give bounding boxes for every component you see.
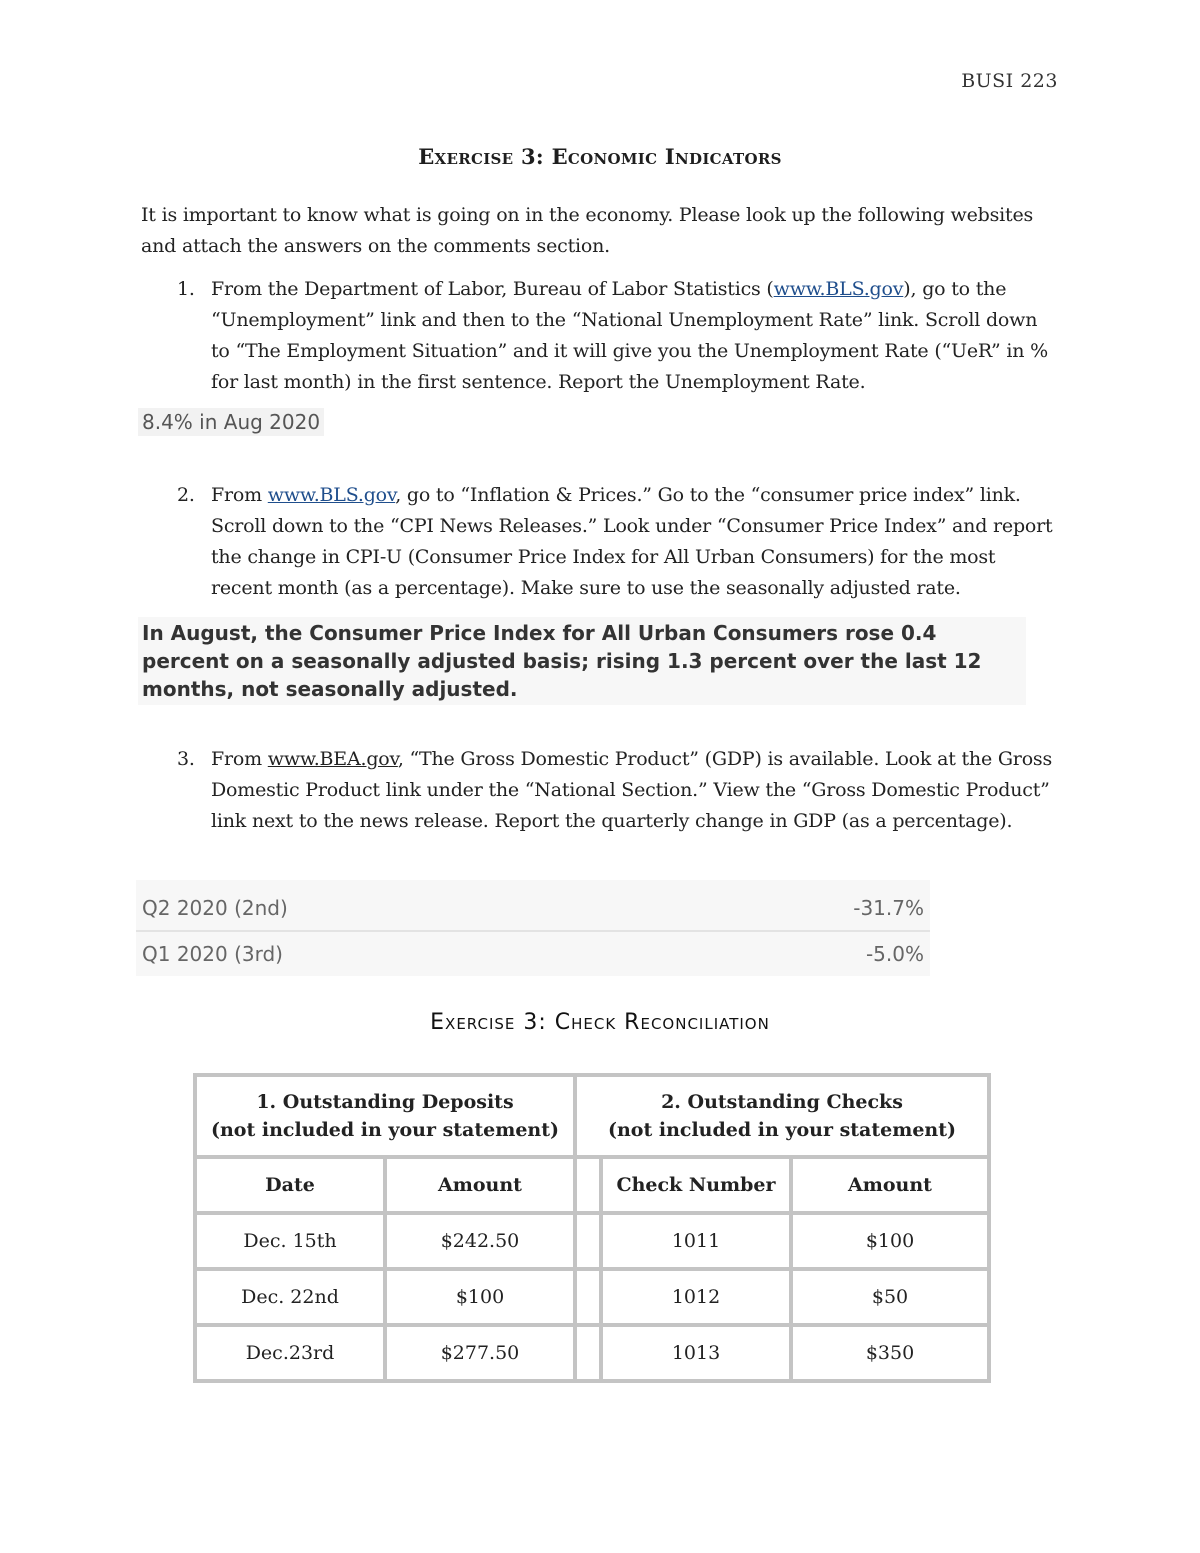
- text-segment: , “The Gross Domestic Product” (GDP) is available. Look at the Gross Domestic Product link under the “National Section.” View the “Gross Domestic Product” link next to the news release. Report the quarterly change in GDP (as a percentage).: [211, 748, 1053, 832]
- table-header-row: [197, 1077, 987, 1155]
- gdp-quarter-label: Q2 2020 (2nd): [136, 880, 657, 931]
- text-segment: , go to “Inflation & Prices.” Go to the “consumer price index” link. Scroll down to the “CPI News Releases.” Look under “Consumer Price Index” and report the change in CPI-U (Consumer Price Index for All Urban Consumers) for the most recent month (as a percentage). Make sure to use the seasonally adjusted rate.: [211, 484, 1053, 599]
- deposit-amount: $277.50: [387, 1327, 573, 1379]
- deposit-amount: $100: [387, 1271, 573, 1323]
- answer-2: In August, the Consumer Price Index for All Urban Consumers rose 0.4 percent on a seasonally adjusted basis; rising 1.3 percent over the last 12 months, not seasonally adjusted.: [138, 617, 1026, 705]
- table-row: [197, 1327, 987, 1379]
- header-label: 2. Outstanding Checks: [661, 1091, 903, 1113]
- question-number: 2.: [177, 484, 195, 506]
- check-number: 1013: [603, 1327, 789, 1379]
- text-segment: From the Department of Labor, Bureau of Labor Statistics (: [211, 278, 774, 300]
- deposit-amount: $242.50: [387, 1215, 573, 1267]
- gdp-answer-table: [136, 880, 930, 976]
- check-amount: $350: [793, 1327, 987, 1379]
- check-reconciliation-table: [193, 1073, 991, 1383]
- gdp-change-value: -31.7%: [657, 880, 930, 931]
- column-header-date: Date: [197, 1159, 383, 1211]
- bls-link[interactable]: www.BLS.gov: [773, 278, 904, 300]
- exercise-title-check-reconciliation: Exercise 3: Check Reconciliation: [430, 1010, 770, 1035]
- question-3: [141, 744, 1061, 837]
- header-note: (not included in your statement): [211, 1119, 559, 1141]
- gdp-quarter-label: Q1 2020 (3rd): [142, 942, 283, 966]
- text-segment: ), go to the “Unemployment” link and then to the “National Unemployment Rate” link. Scroll down to “The Employment Situation” and it will give you the Unemployment Rate (“UeR” in % for last month) in the first sentence. Report the Unemployment Rate.: [211, 278, 1048, 393]
- question-text: [211, 274, 1061, 398]
- deposit-date: Dec.23rd: [197, 1327, 383, 1379]
- outstanding-deposits-header: [197, 1077, 573, 1155]
- table-row: [197, 1271, 987, 1323]
- header-label: 1. Outstanding Deposits: [256, 1091, 514, 1113]
- question-number: 3.: [177, 748, 195, 770]
- text-segment: From: [211, 484, 268, 506]
- table-row: [136, 931, 930, 976]
- question-1: [141, 274, 1061, 398]
- question-text: [211, 744, 1061, 837]
- gdp-change-value: -5.0%: [865, 942, 924, 966]
- spacer-cell: [577, 1327, 599, 1379]
- header-note: (not included in your statement): [608, 1119, 956, 1141]
- outstanding-checks-header: [577, 1077, 987, 1155]
- exercise-title-economic-indicators: Exercise 3: Economic Indicators: [418, 144, 782, 169]
- column-header-deposit-amount: Amount: [387, 1159, 573, 1211]
- check-number: 1011: [603, 1215, 789, 1267]
- deposit-date: Dec. 22nd: [197, 1271, 383, 1323]
- column-header-check-amount: Amount: [793, 1159, 987, 1211]
- course-code: BUSI 223: [961, 70, 1058, 92]
- question-2: [141, 480, 1061, 604]
- column-header-check-number: Check Number: [603, 1159, 789, 1211]
- question-text: [211, 480, 1061, 604]
- check-amount: $100: [793, 1215, 987, 1267]
- table-row: [197, 1215, 987, 1267]
- intro-paragraph: It is important to know what is going on in the economy. Please look up the following websites and attach the answers on the comments section.: [141, 204, 1034, 257]
- spacer-cell: [577, 1159, 599, 1211]
- column-header-row: [197, 1159, 987, 1211]
- answer-1: 8.4% in Aug 2020: [138, 408, 324, 436]
- bea-link[interactable]: www.BEA.gov: [267, 748, 398, 770]
- bls-link[interactable]: www.BLS.gov: [267, 484, 396, 506]
- question-number: 1.: [177, 278, 195, 300]
- table-row: [136, 880, 930, 931]
- check-amount: $50: [793, 1271, 987, 1323]
- spacer-cell: [577, 1271, 599, 1323]
- spacer-cell: [577, 1215, 599, 1267]
- text-segment: From: [211, 748, 268, 770]
- deposit-date: Dec. 15th: [197, 1215, 383, 1267]
- check-number: 1012: [603, 1271, 789, 1323]
